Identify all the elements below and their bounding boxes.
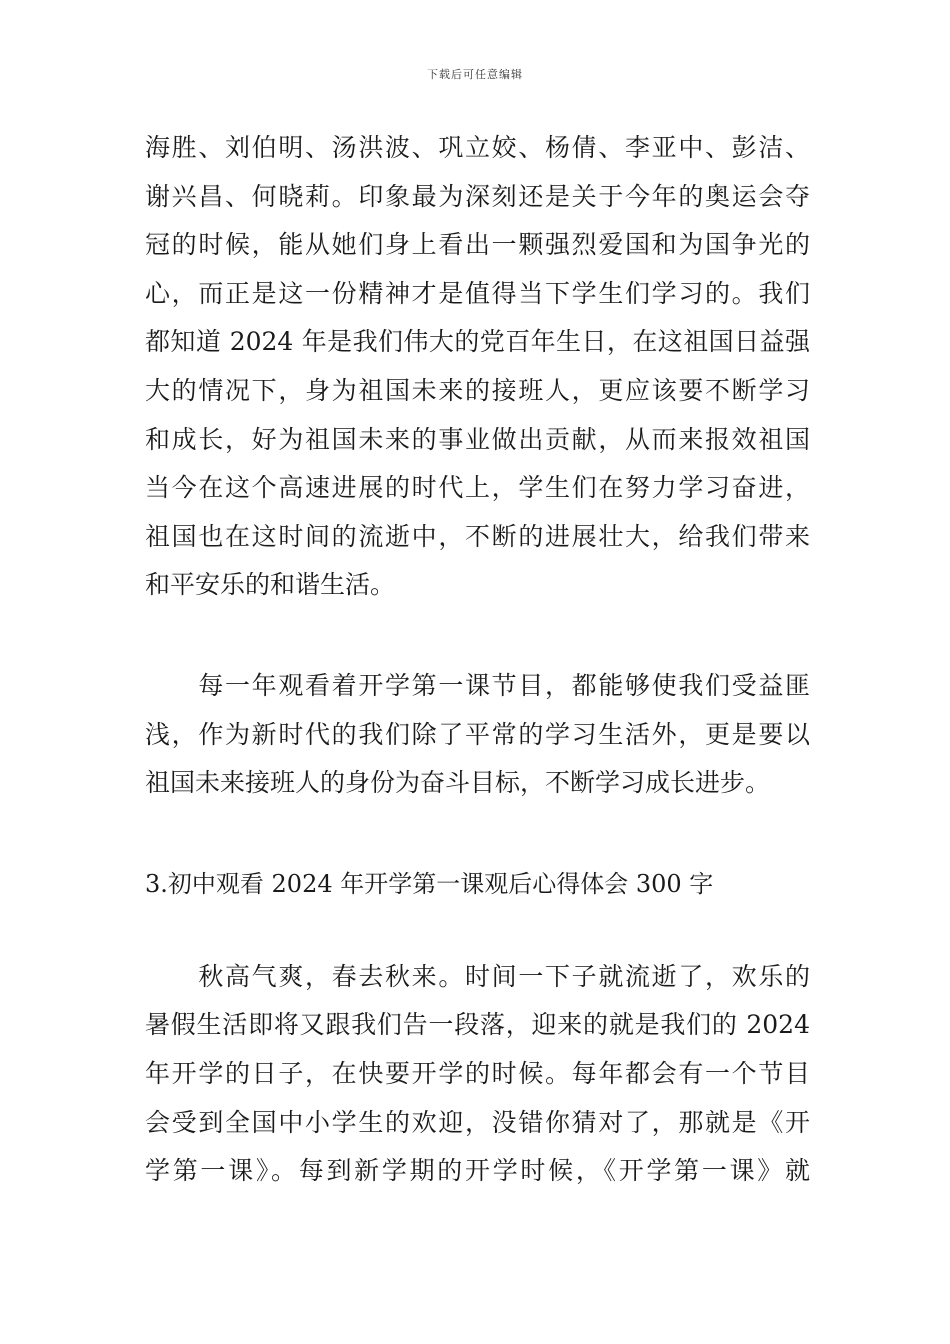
text-line: 祖国也在这时间的流逝中，不断的进展壮大，给我们带来 [145,521,810,551]
text-line: 心，而正是这一份精神才是值得当下学生们学习的。我们 [145,278,810,308]
paragraph-3 [145,953,810,1196]
text-line: 都知道 2024 年是我们伟大的党百年生日，在这祖国日益强 [145,327,810,357]
paragraph-gap [145,610,810,662]
text-line: 当今在这个高速进展的时代上，学生们在努力学习奋进， [145,473,810,503]
text-line: 年开学的日子，在快要开学的时候。每年都会有一个节目 [145,1058,810,1088]
document-body [145,124,810,1196]
header-note: 下载后可任意编辑 [427,68,523,81]
text-line: 浅，作为新时代的我们除了平常的学习生活外，更是要以 [145,719,810,749]
paragraph-1 [145,124,810,610]
text-line: 海胜、刘伯明、汤洪波、巩立姣、杨倩、李亚中、彭洁、 [145,133,810,162]
text-line: 大的情况下，身为祖国未来的接班人，更应该要不断学习 [145,375,810,405]
text-line: 谢兴昌、何晓莉。印象最为深刻还是关于今年的奥运会夺 [145,181,810,211]
section-heading: 3.初中观看 2024 年开学第一课观后心得体会 300 字 [145,869,714,898]
paragraph-2 [145,662,810,808]
text-line: 祖国未来接班人的身份为奋斗目标，不断学习成长进步。 [145,768,771,798]
paragraph-gap [145,808,810,860]
text-line: 秋高气爽，春去秋来。时间一下子就流逝了，欢乐的 [145,961,810,991]
text-line: 暑假生活即将又跟我们告一段落，迎来的就是我们的 2024 [145,1010,810,1040]
text-line: 会受到全国中小学生的欢迎，没错你猜对了，那就是《开 [145,1107,810,1137]
paragraph-gap [145,908,810,953]
text-line: 和成长，好为祖国未来的事业做出贡献，从而来报效祖国 [145,424,810,454]
text-line: 冠的时候，能从她们身上看出一颗强烈爱国和为国争光的 [145,230,810,260]
text-line: 学第一课》。每到新学期的开学时候，《开学第一课》就 [145,1156,810,1186]
text-line: 和平安乐的和谐生活。 [145,570,396,600]
text-line: 每一年观看着开学第一课节目，都能够使我们受益匪 [145,670,810,700]
